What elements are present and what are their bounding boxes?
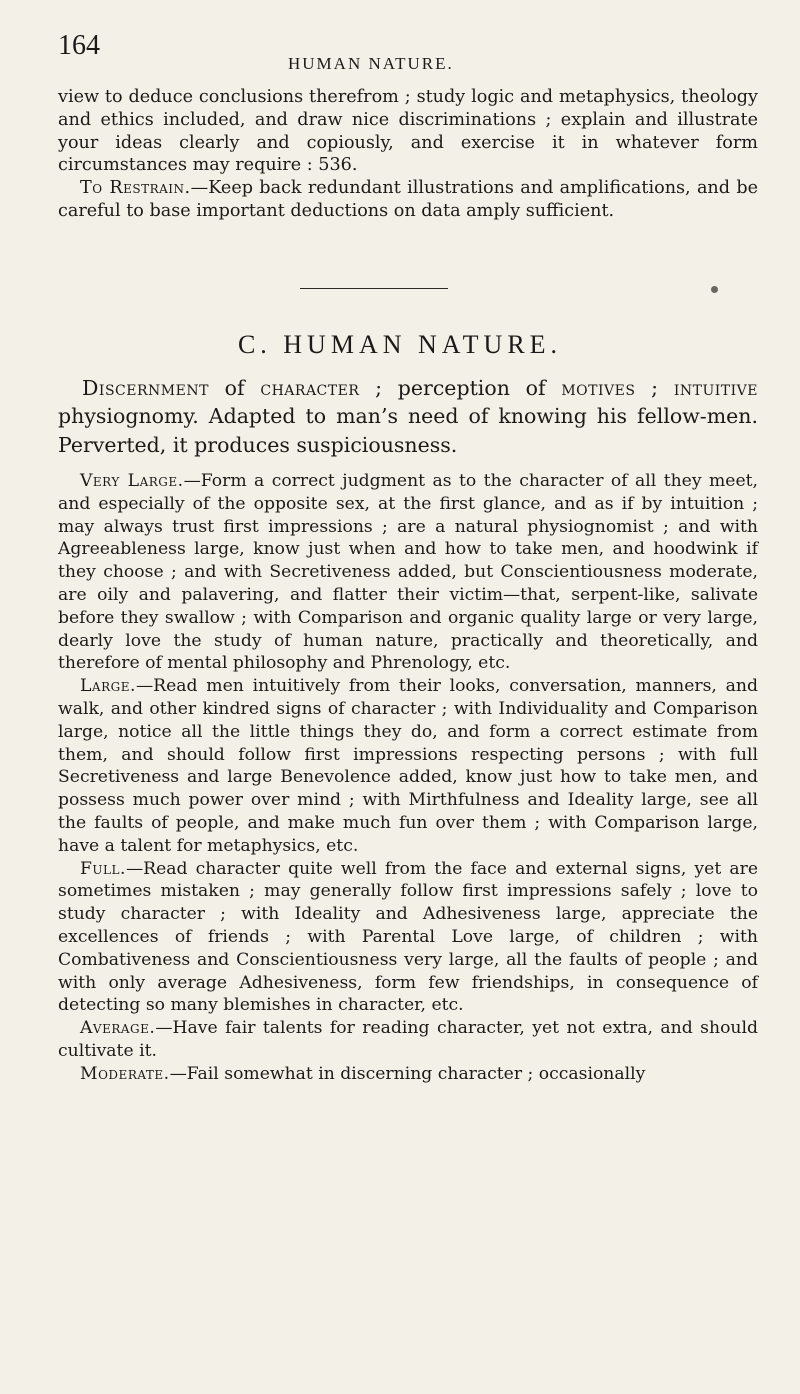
restrain-paragraph [58, 177, 758, 223]
degree-label: Very Large. [80, 471, 184, 491]
ink-dot [711, 286, 718, 293]
running-head [58, 30, 758, 80]
degree-full [58, 858, 758, 1018]
degree-very-large [58, 470, 758, 675]
intro-character: character [260, 376, 360, 400]
section-heading: C. HUMAN NATURE. [237, 330, 563, 359]
degree-text: —Read men intuitively from their looks, conversation, manners, and walk, and other kindred signs of character ; with Individuality and Comparison large, notice all the little things they do, and form a correct estimate from them, and should follow first impressions respecting persons ; with full Secretiveness and large Benevolence added, know just how to take men, and possess much power over mind ; with Mirthfulness and Ideality large, see all the faults of people, and make much fun over them ; with Comparison large, have a talent for metaphysics, etc. [58, 676, 758, 856]
intro-perception: ; perception of [359, 376, 562, 400]
intro-motives: motives [561, 376, 636, 400]
degree-text: —Read character quite well from the face and external signs, yet are sometimes mistaken ; may generally follow first impressions safely ; love to study character ; with Ideality and Adhesiveness large, appreciate the excellences of friends ; with Parental Love large, of children ; with Combativeness and Conscientiousness very large, all the faults of people ; and with only average Adhesiveness, form few friendships, in consequence of detecting so many blemishes in character, etc. [58, 858, 758, 1016]
section-intro [58, 374, 758, 459]
degree-moderate [58, 1063, 758, 1086]
degree-average [58, 1017, 758, 1063]
intro-rest: physiognomy. Adapted to man’s need of knowing his fellow-men. Perverted, it produces suspiciousness. [58, 404, 758, 457]
degree-label: Moderate. [80, 1063, 170, 1084]
degree-text: —Have fair talents for reading character, yet not extra, and should cultivate it. [58, 1018, 758, 1061]
intro-paragraph [58, 374, 758, 459]
degree-text: —Fail somewhat in discerning character ; occasionally [169, 1063, 646, 1084]
intro-of: of [208, 376, 261, 400]
page-number: 164 [58, 30, 100, 61]
degree-large [58, 675, 758, 857]
degree-label: Full. [80, 858, 126, 879]
degree-list [58, 470, 758, 1086]
restrain-label: To Restrain. [80, 178, 191, 199]
intro-intuitive: intuitive [673, 376, 758, 400]
degree-label: Large. [80, 676, 136, 697]
intro-lead: Discernment [82, 376, 209, 400]
intro-semicolon: ; [635, 376, 674, 400]
section-divider [300, 288, 448, 289]
degree-text: —Form a correct judgment as to the character of all they meet, and especially of the opposite sex, at the first glance, and as if by intuition ; may always trust first impressions ; are a natural physiognomist ; and with Agreeableness large, know just when and how to take men, and hoodwink if they choose ; and with Secretiveness added, but Conscientiousness moderate, are oily and palavering, and flatter their victim—that, serpent-like, salivate before they swallow ; with Comparison and organic quality large or very large, dearly love the study of human nature, practically and theoretically, and therefore of mental philosophy and Phrenology, etc. [58, 471, 758, 674]
continuation-paragraph: view to deduce conclusions therefrom ; study logic and metaphysics, theology and ethics included, and draw nice discriminations ; explain and illustrate your ideas clearly and copiously, and exercise it in whatever form circumstances may require : 536. [58, 87, 758, 176]
running-title: HUMAN NATURE. [288, 54, 454, 73]
restrain-text: —Keep back redundant illustrations and amplifications, and be careful to base important deductions on data amply sufficient. [58, 178, 759, 221]
degree-label: Average. [80, 1018, 156, 1039]
continuation-block [58, 86, 758, 223]
